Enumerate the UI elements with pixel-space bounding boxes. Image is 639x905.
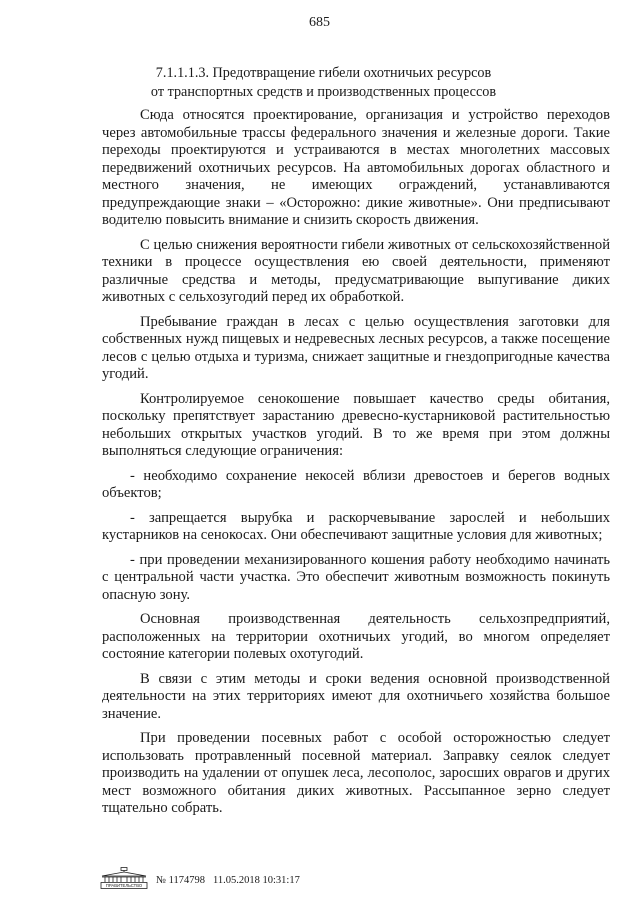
body-text (102, 107, 610, 825)
heading-line-2: от транспортных средств и производственных процессов (150, 84, 497, 100)
paragraph-agri-machinery: С целью снижения вероятности гибели животных от сельскохозяйственной техники в процессе осуществления ею своей деятельности, применяют различные средства и методы, предусматривающие выпугивание диких животных с сельхозугодий перед их обработкой. (102, 236, 610, 305)
section-heading (94, 64, 553, 102)
paragraph-forest-visits: Пребывание граждан в лесах с целью осуществления заготовки для собственных нужд пищевых и недревесных лесных ресурсов, а также посещение лесов с целью отдыха и туризма, снижает защитные и гнездопригодные качества угодий. (102, 313, 610, 382)
restriction-item: - запрещается вырубка и раскорчевывание зарослей и небольших кустарников на сенокосах. Они обеспечивают защитные условия для животных; (102, 509, 610, 543)
paragraph-production: Основная производственная деятельность сельхозпредприятий, расположенных на территории охотничьих угодий, во многом определяет состояние категории полевых охотугодий. (102, 611, 610, 662)
footer (100, 866, 300, 890)
restriction-item: - при проведении механизированного кошения работу необходимо начинать с центральной части участка. Это обеспечит животным возможность покинуть опасную зону. (102, 551, 610, 603)
restriction-item: - необходимо сохранение некосей вблизи древостоев и берегов водных объектов; (102, 467, 610, 501)
paragraph-sowing: При проведении посевных работ с особой осторожностью следует использовать протравленный посевной материал. Заправку сеялок следует производить на удалении от опушек леса, лесополос, заросших оврагов и других мест возможного обитания диких животных. Рассыпанное зерно следует тщательно собрать. (102, 730, 610, 816)
paragraph-haymaking: Контролируемое сенокошение повышает качество среды обитания, поскольку препятствует зарастанию древесно-кустарниковой растительностью небольших открытых участков угодий. В то же время при этом должны выполняться следующие ограничения: (102, 390, 610, 459)
paragraph-crossings: Сюда относятся проектирование, организация и устройство переходов через автомобильные трассы федерального значения и железные дороги. Такие переходы проектируются и устраиваются в местах многолетних массовых передвижений охотничьих ресурсов. На автомобильных дорогах областного и местного значения, не имеющих ограждений, устанавливаются предупреждающие знаки – «Осторожно: дикие животные». Они предписывают водителю повысить внимание и снизить скорость движения. (102, 107, 610, 228)
document-number: № 1174798 (156, 874, 206, 886)
government-building-icon (100, 867, 148, 889)
stamp-text: ПРАВИТЕЛЬСТВО (105, 883, 143, 888)
heading-line-1: 7.1.1.1.3. Предотвращение гибели охотничьих ресурсов (155, 65, 492, 81)
document-timestamp: 11.05.2018 10:31:17 (213, 874, 300, 886)
paragraph-methods: В связи с этим методы и сроки ведения основной производственной деятельности на этих территориях имеют для охотничьего хозяйства большое значение. (102, 670, 610, 722)
page-number: 685 (309, 15, 330, 30)
